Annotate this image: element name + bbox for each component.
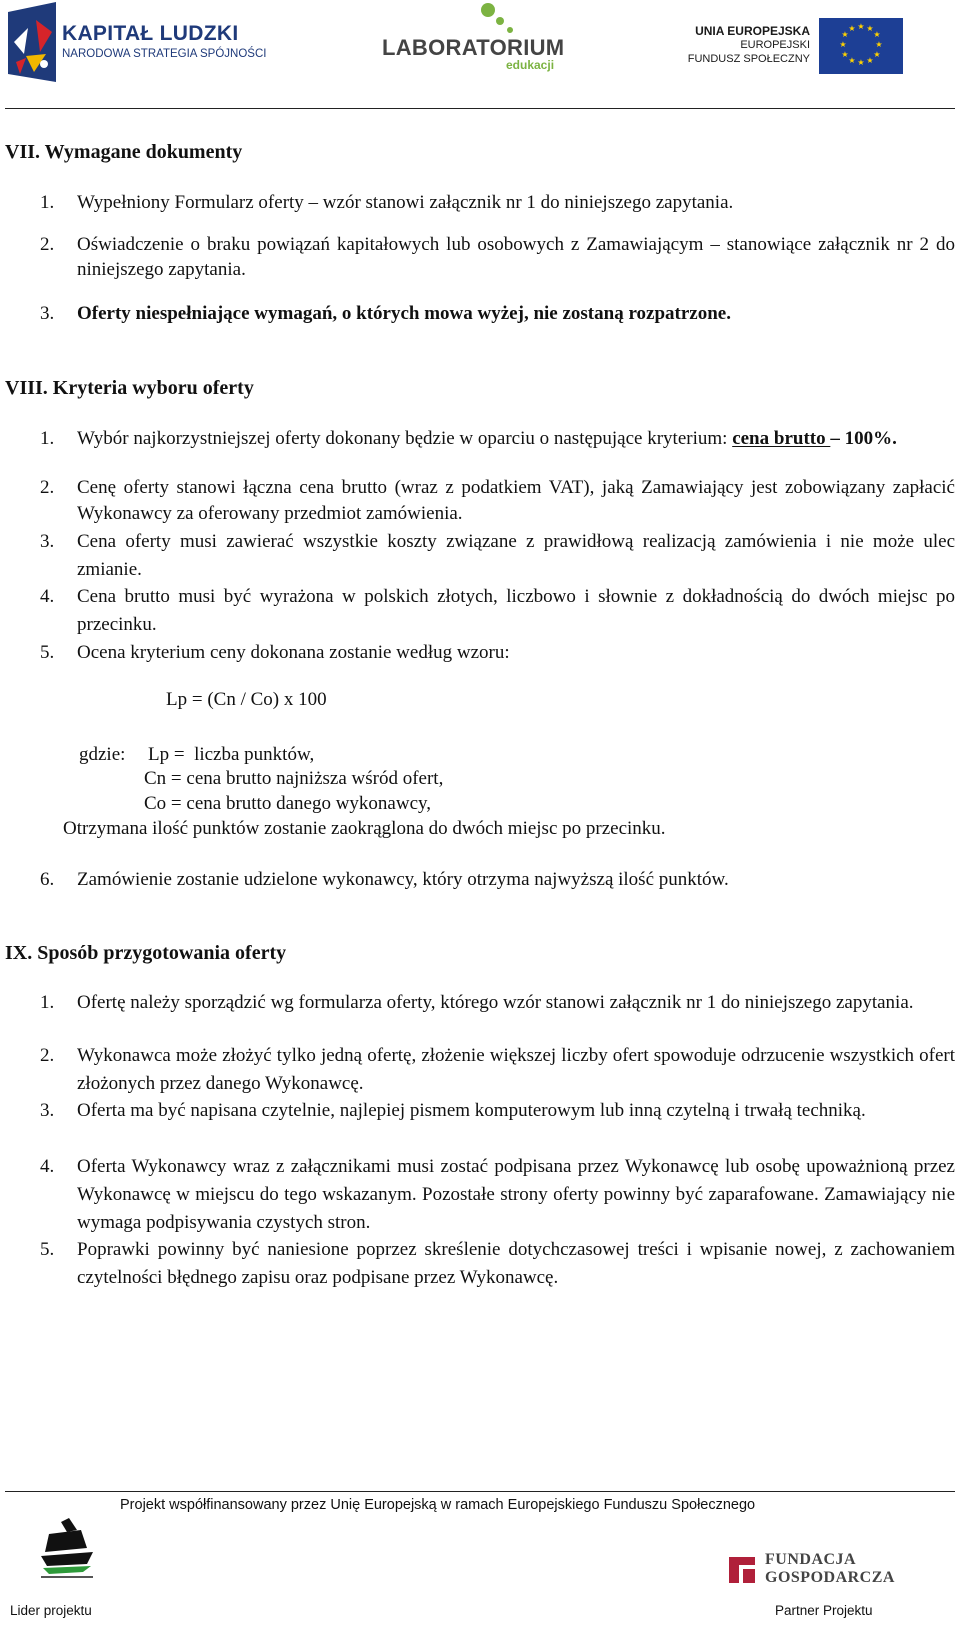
list-item-number: 1.	[40, 428, 55, 449]
leader-label: Lider projektu	[10, 1603, 92, 1618]
section-9-heading: IX. Sposób przygotowania oferty	[5, 942, 287, 964]
list-item-text: Oferta ma być napisana czytelnie, najlepiej pismem komputerowym lub inną czytelną i trwałą techniką.	[77, 1100, 866, 1121]
svg-text:★: ★	[875, 40, 883, 49]
list-item-text: Wypełniony Formularz oferty – wzór stanowi załącznik nr 1 do niniejszego zapytania.	[77, 192, 734, 213]
svg-text:★: ★	[841, 30, 849, 39]
list-item-text: Cenę oferty stanowi łączna cena brutto (wraz z podatkiem VAT), jaką Zamawiający jest zobowiązany zapłacić Wykonawcy za oferowany przedmiot zamówienia.	[77, 477, 955, 524]
criterion-underlined: cena brutto	[732, 428, 831, 449]
kapital-ludzki-subtitle: NARODOWA STRATEGIA SPÓJNOŚCI	[62, 48, 267, 60]
svg-text:★: ★	[839, 40, 847, 49]
partner-label: Partner Projektu	[775, 1603, 873, 1618]
list-item-number: 1.	[40, 992, 55, 1013]
funding-note: Projekt współfinansowany przez Unię Europejską w ramach Europejskiego Funduszu Społecznego	[120, 1497, 756, 1513]
section-8-heading: VIII. Kryteria wyboru oferty	[5, 377, 254, 399]
list-item-text: Oferty niespełniające wymagań, o których mowa wyżej, nie zostaną rozpatrzone.	[77, 303, 731, 324]
list-item-text: Ocena kryterium ceny dokonana zostanie według wzoru:	[77, 642, 510, 663]
list-item-number: 5.	[40, 1239, 55, 1260]
footer-divider	[5, 1491, 955, 1492]
criterion-weight: – 100%.	[830, 428, 897, 449]
svg-text:★: ★	[866, 24, 874, 33]
section-7-heading: VII. Wymagane dokumenty	[5, 141, 243, 163]
kapital-ludzki-title: KAPITAŁ LUDZKI	[62, 22, 239, 45]
list-item-text: Cena oferty musi zawierać wszystkie koszty związane z prawidłową realizacją zamówienia i nie może ulec zmianie.	[77, 531, 955, 580]
svg-text:★: ★	[873, 50, 881, 59]
list-item-text: Poprawki powinny być naniesione poprzez skreślenie dotychczasowej treści i wpisanie nowej, z zachowaniem czytelności błędnego zapisu oraz podpisane przez Wykonawcę.	[77, 1239, 955, 1288]
eu-flag-icon	[819, 18, 903, 74]
ship-logo-icon	[37, 1518, 97, 1582]
svg-text:★: ★	[857, 22, 865, 31]
header-divider	[5, 108, 955, 109]
svg-text:★: ★	[848, 24, 856, 33]
kapital-ludzki-logo	[6, 2, 267, 82]
list-item-number: 2.	[40, 477, 55, 498]
where-line: Co = cena brutto danego wykonawcy,	[144, 793, 432, 814]
list-item-number: 2.	[40, 1045, 55, 1066]
list-item-text: Ofertę należy sporządzić wg formularza oferty, którego wzór stanowi załącznik nr 1 do niniejszego zapytania.	[77, 992, 914, 1013]
where-line: Lp = liczba punktów,	[148, 744, 315, 765]
price-formula: Lp = (Cn / Co) x 100	[166, 689, 327, 710]
laboratorium-edukacji-logo	[380, 0, 565, 80]
list-item	[40, 426, 955, 452]
list-item-number: 4.	[40, 586, 55, 607]
list-item-number: 6.	[40, 869, 55, 890]
list-item-number: 3.	[40, 531, 55, 552]
eu-logo	[687, 16, 905, 78]
list-item-text: Wykonawca może złożyć tylko jedną ofertę, złożenie większej liczby ofert spowoduje odrzucenie wszystkich ofert złożonych przez danego Wykonawcę.	[77, 1045, 955, 1094]
list-item-number: 3.	[40, 303, 55, 324]
eu-line1: UNIA EUROPEJSKA	[695, 24, 810, 38]
list-item	[40, 189, 955, 217]
partner-logo-line1: FUNDACJA	[765, 1551, 857, 1568]
list-item	[40, 1236, 955, 1292]
where-line: Cn = cena brutto najniższa wśród ofert,	[144, 768, 444, 789]
laboratorium-title: LABORATORIUM	[382, 35, 565, 60]
list-item-text	[77, 426, 955, 452]
list-item	[40, 1042, 955, 1098]
fundacja-gospodarcza-mark-icon	[725, 1553, 759, 1587]
list-item-text: Zamówienie zostanie udzielone wykonawcy, który otrzyma najwyższą ilość punktów.	[77, 869, 729, 890]
laboratorium-subtitle: edukacji	[506, 58, 555, 72]
rounding-note: Otrzymana ilość punktów zostanie zaokrąglona do dwóch miejsc po przecinku.	[63, 818, 666, 839]
list-item-number: 3.	[40, 1100, 55, 1121]
list-item	[40, 300, 955, 328]
list-item-text: Oferta Wykonawcy wraz z załącznikami musi zostać podpisana przez Wykonawcę lub osobę upoważnioną przez Wykonawcę w miejscu do tego wskazanym. Pozostałe strony oferty powinny być zaparafowane. Zamawiający nie wymaga podpisywania czystych stron.	[77, 1156, 955, 1233]
list-item-number: 2.	[40, 234, 55, 255]
list-item	[40, 639, 955, 667]
list-item	[40, 1097, 955, 1125]
list-item	[40, 1153, 955, 1237]
kapital-ludzki-emblem-icon	[6, 2, 58, 82]
svg-text:★: ★	[873, 30, 881, 39]
criterion-text: Wybór najkorzystniejszej oferty dokonany będzie w oparciu o następujące kryterium:	[77, 428, 733, 449]
eu-line2: EUROPEJSKI	[740, 39, 810, 51]
svg-text:★: ★	[866, 56, 874, 65]
list-item-number: 5.	[40, 642, 55, 663]
list-item-number: 1.	[40, 192, 55, 213]
list-item	[40, 528, 955, 584]
list-item	[40, 866, 955, 894]
svg-text:★: ★	[841, 50, 849, 59]
eu-line3: FUNDUSZ SPOŁECZNY	[687, 53, 810, 65]
svg-text:★: ★	[848, 56, 856, 65]
list-item	[40, 583, 955, 639]
svg-text:★: ★	[857, 58, 865, 67]
list-item	[40, 232, 955, 282]
where-label: gdzie:	[79, 744, 126, 765]
list-item-text: Cena brutto musi być wyrażona w polskich złotych, liczbowo i słownie z dokładnością do dwóch miejsc po przecinku.	[77, 586, 955, 635]
partner-logo-line2: GOSPODARCZA	[765, 1569, 895, 1586]
list-item	[40, 990, 955, 1016]
list-item	[40, 475, 955, 527]
list-item-text: Oświadczenie o braku powiązań kapitałowych lub osobowych z Zamawiającym – stanowiące załącznik nr 2 do niniejszego zapytania.	[77, 234, 955, 280]
fundacja-gospodarcza-logo	[725, 1551, 905, 1591]
list-item-number: 4.	[40, 1156, 55, 1177]
